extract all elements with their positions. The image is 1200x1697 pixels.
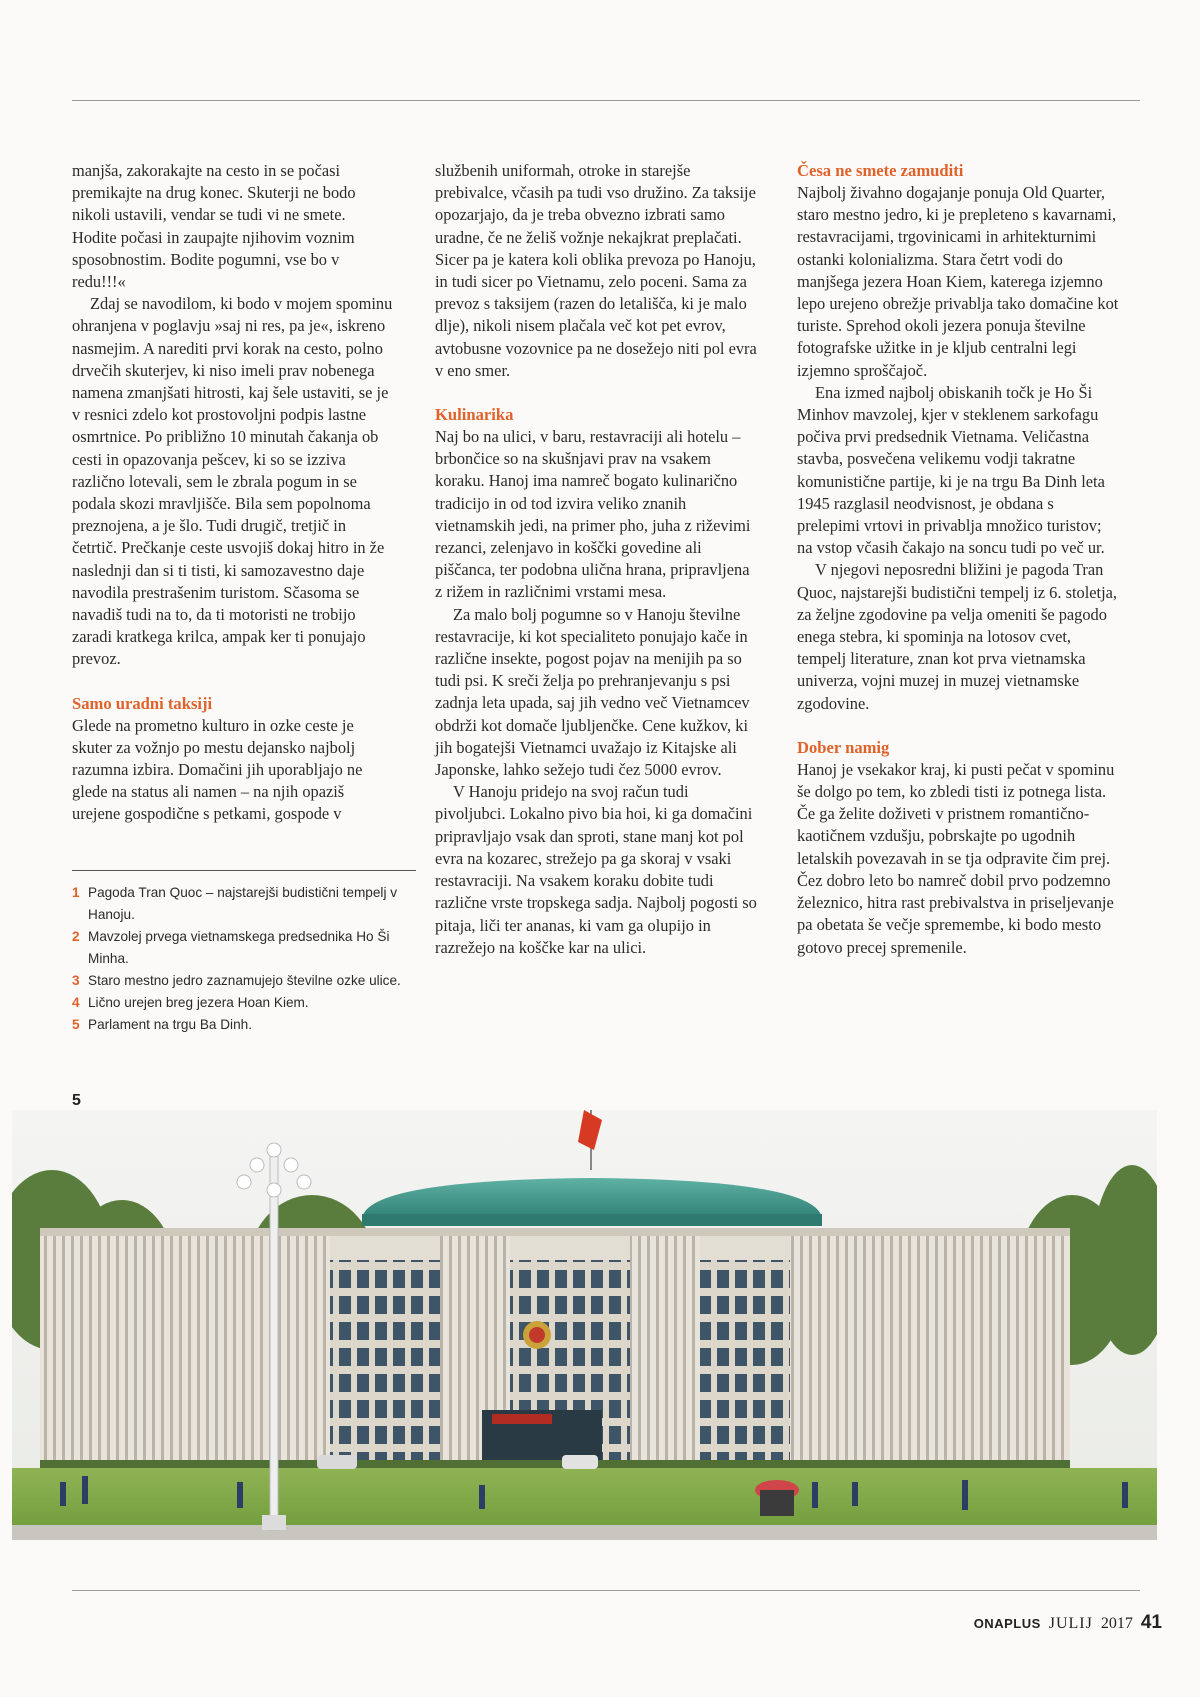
magazine-name: ONAPLUS xyxy=(973,1616,1041,1631)
caption-text: Parlament na trgu Ba Dinh. xyxy=(88,1017,252,1032)
issue-year: 2017 xyxy=(1100,1615,1133,1632)
caption-number: 3 xyxy=(72,973,80,988)
paragraph: Hanoj je vsekakor kraj, ki pusti pečat v spominu še dolgo po tem, ko zbledi tisti iz potnega lista. Če ga želite doživeti v pristnem romantično-kaotičnem vzdušju, pobrskajte po ugodnih letalskih povezavah in se tja odpravite čim prej. Čez dobro leto bo namreč dobil prvo podzemno železnico, hitra rast prebivalstva in priseljevanje pa obetata še večje spremembe, ki bodo mesto gotovo precej spremenile. xyxy=(797,759,1115,957)
photo-captions xyxy=(72,882,418,1036)
issue-month: JULIJ xyxy=(1048,1615,1093,1632)
section-heading: Dober namig xyxy=(797,737,890,757)
section-heading: Samo uradni taksiji xyxy=(72,693,213,713)
caption-item xyxy=(72,926,418,970)
article-column-2 xyxy=(435,160,757,959)
paragraph: Najbolj živahno dogajanje ponuja Old Quarter, staro mestno jedro, ki je prepleteno s kavarnami, restavracijami, trgovinicami in arhitekturnimi ostanki kolonializma. Stara četrt vodi do manjšega jezera Hoan Kiem, katerega izjemno lepo urejeno obrežje privablja tako domačine kot turiste. Sprehod okoli jezera ponuja številne fotografske užitke in je kljub centralni legi izjemno sproščajoč. xyxy=(797,183,1119,380)
paragraph: Ena izmed najbolj obiskanih točk je Ho Ši Minhov mavzolej, kjer v steklenem sarkofagu počiva prvi predsednik Vietnama. Veličastna stavba, posvečena velikemu vodji takratne komunistične partije, ki je na trgu Ba Dinh leta 1945 razglasil neodvisnost, je obdana s prelepimi vrtovi in privablja množico turistov; na vstop včasih čakajo na soncu tudi po več ur. xyxy=(797,382,1105,558)
caption-number: 4 xyxy=(72,995,80,1010)
caption-number: 1 xyxy=(72,885,80,900)
article-column-3 xyxy=(797,160,1119,959)
caption-item xyxy=(72,970,418,992)
page-footer xyxy=(974,1612,1162,1634)
top-rule xyxy=(72,100,1140,101)
paragraph: V Hanoju pridejo na svoj račun tudi pivoljubci. Lokalno pivo bia hoi, ki ga domačini pripravljajo vsak dan sproti, stane manj kot pol evra na kozarec, strežejo pa ga skoraj v vsaki restavraciji. Na vsakem koraku dobite tudi različne vrste tropskega sadja. Najbolj pogosti so pitaja, liči ter ananas, ki vam ga olupijo in razrežejo na koščke kar na ulici. xyxy=(435,782,757,957)
paragraph: službenih uniformah, otroke in starejše prebivalce, včasih pa tudi vso družino. Za taksije opozarjajo, da je treba obvezno izbrati samo uradne, če ne želiš vožnje nekajkrat preplačati. Sicer pa je katera koli oblika prevoza po Hanoju, in tudi sicer po Vietnamu, zelo poceni. Sama za prevoz s taksijem (razen do letališča, ki je malo dlje), nikoli nisem plačala več kot pet evrov, avtobusne vozovnice pa ne dosežejo niti pol evra v eno smer. xyxy=(435,161,757,380)
paragraph: Glede na prometno kulturo in ozke ceste je skuter za vožnjo po mestu dejansko najbolj razumna izbira. Domačini jih uporabljajo ne glede na status ali namen – na njih opaziš urejene gospodične s petkami, gospode v xyxy=(72,715,363,824)
photo-number-marker: 5 xyxy=(72,1092,81,1109)
caption-text: Mavzolej prvega vietnamskega predsednika Ho Ši Minha. xyxy=(88,929,390,966)
page-number: 41 xyxy=(1140,1612,1162,1633)
caption-item xyxy=(72,882,418,926)
paragraph: Za malo bolj pogumne so v Hanoju številne restavracije, ki kot specialiteto ponujajo kače in različne insekte, pogost pojav na menijih pa so tudi psi. K sreči želja po prehranjevanju s psi zadnja leta upada, saj jih vedno več Vietnamcev obdrži kot domače ljubljenčke. Cene kužkov, ki jih bogatejši Vietnamci uvažajo iz Kitajske ali Japonske, lahko sežejo tudi čez 5000 evrov. xyxy=(435,604,750,780)
paragraph: Zdaj se navodilom, ki bodo v mojem spominu ohranjena v poglavju »saj ni res, pa je«, iskreno nasmejim. A narediti prvi korak na cesto, polno drvečih skuterjev, ki niso imeli prav nobenega namena zmanjšati hitrosti, kaj šele ustaviti, se je v resnici zdelo kot prostovoljni podpis lastne osmrtnice. Po približno 10 minutah čakanja ob cesti in opazovanja pešcev, ki so se izziva različno lotevali, sem le zbrala pogum in se podala skozi mravljišče. Bila sem popolnoma preznojena, a je šlo. Tudi drugič, tretjič in četrtič. Prečkanje ceste usvojiš dokaj hitro in že naslednji dan si ti tisti, ki samozavestno daje navodila prestrašenim turistom. Sčasoma se navadiš tudi na to, da ti motoristi ne trobijo zaradi kratkega krilca, ampak ker ti ponujajo prevoz. xyxy=(72,294,393,669)
bottom-rule xyxy=(72,1590,1140,1591)
caption-item xyxy=(72,992,418,1014)
caption-text: Staro mestno jedro zaznamujejo številne ozke ulice. xyxy=(88,973,401,988)
caption-text: Pagoda Tran Quoc – najstarejši budistični tempelj v Hanoju. xyxy=(88,885,398,922)
section-heading: Česa ne smete zamuditi xyxy=(797,161,964,180)
caption-text: Lično urejen breg jezera Hoan Kiem. xyxy=(88,995,309,1010)
caption-number: 5 xyxy=(72,1017,80,1032)
caption-item xyxy=(72,1014,418,1036)
paragraph: V njegovi neposredni bližini je pagoda Tran Quoc, najstarejši budistični tempelj iz 6. stoletja, za željne zgodovine pa velja omeniti še pagodo enega stebra, ki spominja na lotosov cvet, tempelj literature, znan kot prva vietnamska univerza, vojni muzej in muzej vietnamske zgodovine. xyxy=(797,560,1118,713)
paragraph: Naj bo na ulici, v baru, restavraciji ali hotelu – brbončice so na skušnjavi prav na vsakem koraku. Hanoj ima namreč bogato kulinarično tradicijo in od tod izvira veliko znanih vietnamskih jedi, na primer pho, juha z riževimi rezanci, zelenjavo in koščki govedine ali piščanca, ter podobna ulična hrana, pripravljena z rižem in različnimi vrstami mesa. xyxy=(435,427,751,602)
article-column-1 xyxy=(72,160,394,826)
caption-number: 2 xyxy=(72,929,80,944)
parliament-photo xyxy=(12,1110,1157,1540)
caption-rule xyxy=(72,870,416,871)
paragraph: manjša, zakorakajte na cesto in se počasi premikajte na drug konec. Skuterji ne bodo nikoli ustavili, vendar se tudi vi ne smete. Hodite počasi in zaupajte njihovim voznim sposobnostim. Bodite pogumni, vse bo v redu!!!« xyxy=(72,161,356,292)
section-heading: Kulinarika xyxy=(435,405,514,425)
